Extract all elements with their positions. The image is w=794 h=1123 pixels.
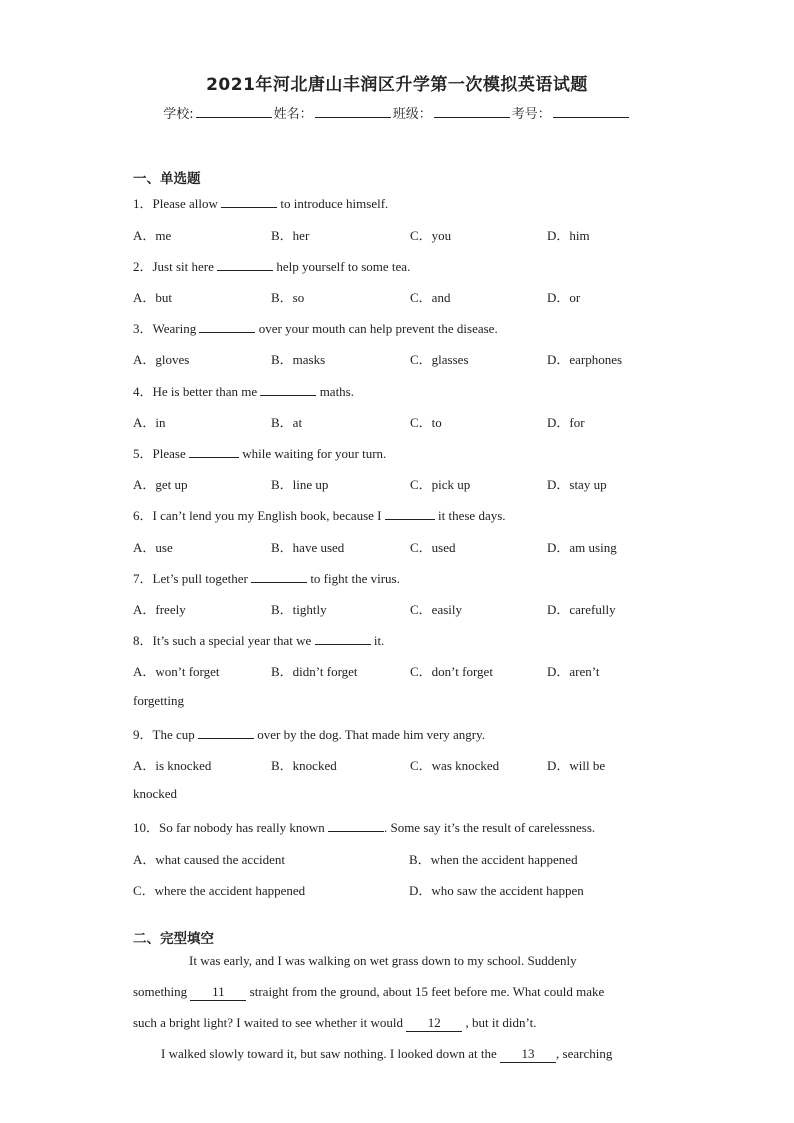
option-d-wrap: forgetting	[133, 693, 185, 708]
number-label: 考号：	[511, 107, 551, 122]
option-c: C．easily	[410, 602, 462, 617]
option-c: C．where the accident happened	[133, 883, 306, 898]
option-d: D．stay up	[547, 477, 607, 492]
option-b: B．her	[271, 228, 310, 243]
option-b: B．at	[271, 415, 303, 430]
answer-blank	[198, 726, 254, 739]
option-c: C．used	[410, 540, 456, 555]
cloze-blank-11: 11	[190, 984, 246, 1001]
class-blank	[434, 105, 510, 118]
section-heading-cloze: 二、完型填空	[133, 931, 214, 947]
option-b: B．when the accident happened	[409, 852, 578, 867]
answer-blank	[217, 258, 273, 271]
option-b: B．line up	[271, 477, 329, 492]
option-a: A．is knocked	[133, 758, 212, 773]
option-b: B．didn’t forget	[271, 664, 358, 679]
option-d: D．him	[547, 228, 590, 243]
question-6: 6．I can’t lend you my English book, because I it these days.	[133, 508, 506, 523]
option-a: A．in	[133, 415, 166, 430]
cloze-blank-13: 13	[500, 1046, 556, 1063]
option-d-wrap: knocked	[133, 786, 178, 801]
option-a: A．what caused the accident	[133, 852, 285, 867]
answer-blank	[385, 507, 435, 520]
question-10: 10．So far nobody has really known . Some say it’s the result of carelessness.	[133, 820, 596, 835]
answer-blank	[328, 819, 384, 832]
option-c: C．you	[410, 228, 452, 243]
option-b: B．so	[271, 290, 305, 305]
option-a: A．me	[133, 228, 172, 243]
option-c: C．to	[410, 415, 442, 430]
option-d: D．or	[547, 290, 581, 305]
passage-line-4: I walked slowly toward it, but saw nothing. I looked down at the 13 , searching	[161, 1046, 613, 1061]
option-d: D．aren’t	[547, 664, 600, 679]
option-a: A．get up	[133, 477, 188, 492]
question-3: 3．Wearing over your mouth can help prevent the disease.	[133, 321, 498, 336]
question-4: 4．He is better than me maths.	[133, 384, 354, 399]
answer-blank	[199, 320, 255, 333]
question-1: 1．Please allow to introduce himself.	[133, 196, 389, 211]
option-d: D．earphones	[547, 352, 623, 367]
option-d: D．for	[547, 415, 585, 430]
answer-blank	[315, 632, 371, 645]
option-a: A．use	[133, 540, 173, 555]
question-9: 9．The cup over by the dog. That made him very angry.	[133, 727, 486, 742]
option-b: B．masks	[271, 352, 326, 367]
option-c: C．and	[410, 290, 451, 305]
question-2: 2．Just sit here help yourself to some tea.	[133, 259, 411, 274]
question-7: 7．Let’s pull together to fight the virus.	[133, 571, 400, 586]
option-a: A．won’t forget	[133, 664, 220, 679]
option-b: B．knocked	[271, 758, 337, 773]
passage-line-2: something 11 straight from the ground, about 15 feet before me. What could make	[133, 984, 605, 999]
class-label: 班级：	[392, 107, 432, 122]
name-blank	[315, 105, 391, 118]
option-a: A．freely	[133, 602, 186, 617]
question-8: 8．It’s such a special year that we it.	[133, 633, 385, 648]
option-b: B．tightly	[271, 602, 327, 617]
cloze-blank-12: 12	[406, 1015, 462, 1032]
option-b: B．have used	[271, 540, 345, 555]
school-label: 学校:	[163, 107, 194, 122]
name-label: 姓名：	[273, 107, 313, 122]
passage-line-3: such a bright light? I waited to see whether it would 12 , but it didn’t.	[133, 1015, 537, 1030]
answer-blank	[221, 195, 277, 208]
option-d: D．will be	[547, 758, 606, 773]
passage-line-1: It was early, and I was walking on wet grass down to my school. Suddenly	[189, 953, 577, 968]
option-d: D．carefully	[547, 602, 616, 617]
answer-blank	[189, 445, 239, 458]
student-info	[0, 103, 794, 122]
option-a: A．gloves	[133, 352, 190, 367]
page-title: 2021年河北唐山丰润区升学第一次模拟英语试题	[206, 75, 588, 95]
answer-blank	[260, 383, 316, 396]
option-c: C．was knocked	[410, 758, 500, 773]
option-d: D．who saw the accident happen	[409, 883, 584, 898]
option-c: C．pick up	[410, 477, 471, 492]
option-c: C．don’t forget	[410, 664, 493, 679]
number-blank	[553, 105, 629, 118]
option-a: A．but	[133, 290, 173, 305]
section-heading-single-choice: 一、单选题	[133, 171, 201, 187]
option-d: D．am using	[547, 540, 617, 555]
question-5: 5．Please while waiting for your turn.	[133, 446, 387, 461]
option-c: C．glasses	[410, 352, 469, 367]
answer-blank	[251, 570, 307, 583]
school-blank	[196, 105, 272, 118]
